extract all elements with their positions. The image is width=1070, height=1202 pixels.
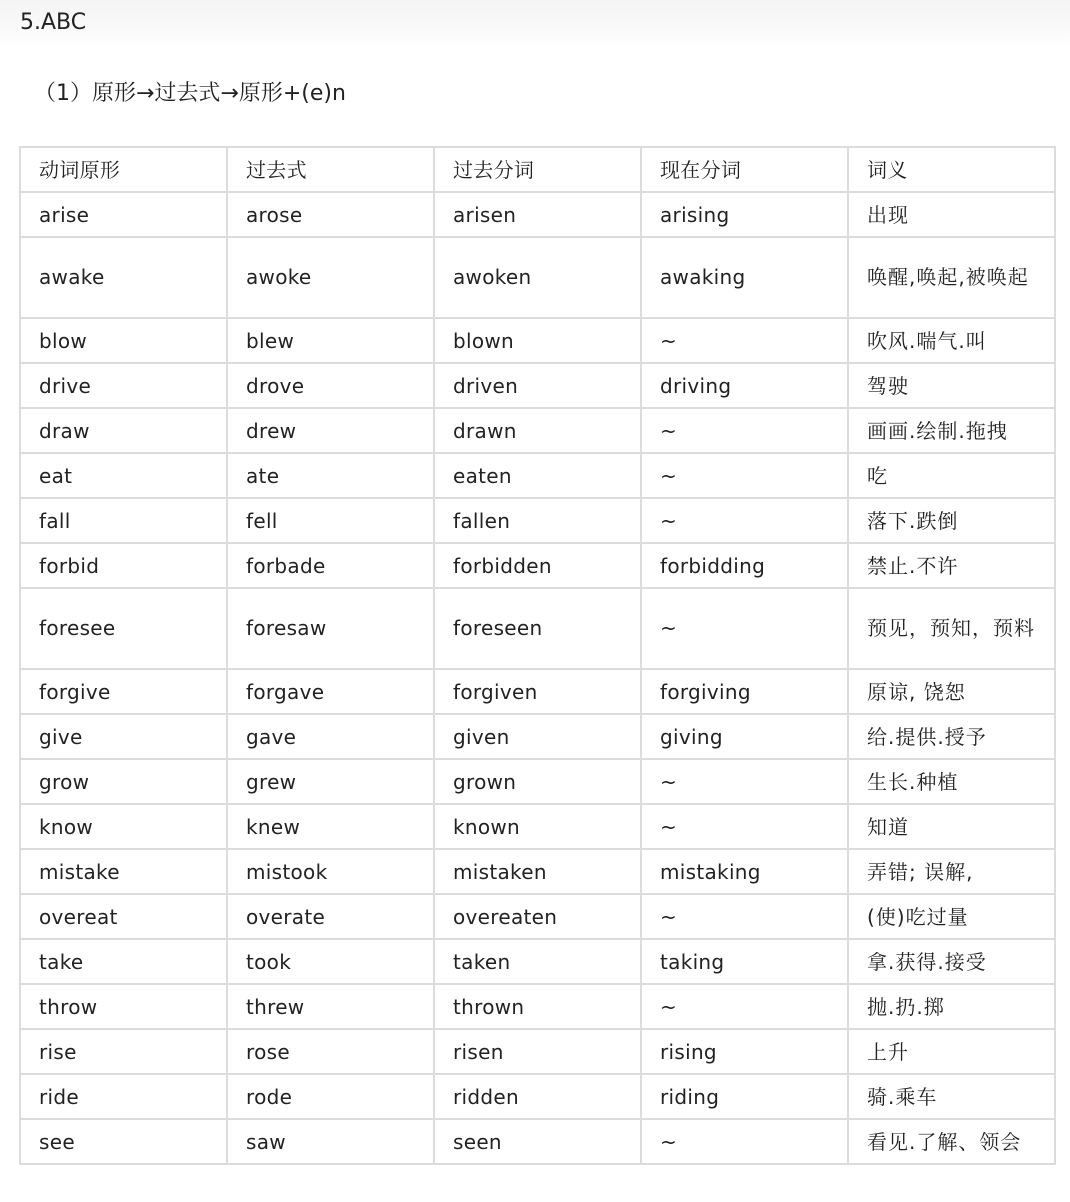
base-form-cell: foresee [20, 588, 227, 669]
past-tense-cell: overate [227, 894, 434, 939]
present-participle-cell: taking [641, 939, 848, 984]
header-meaning: 词义 [848, 147, 1055, 192]
table-row [20, 588, 1055, 669]
past-tense-cell: threw [227, 984, 434, 1029]
present-participle-cell: forbidding [641, 543, 848, 588]
base-form-cell: take [20, 939, 227, 984]
past-participle-cell: drawn [434, 408, 641, 453]
present-participle-cell: riding [641, 1074, 848, 1119]
past-tense-cell: forbade [227, 543, 434, 588]
past-participle-cell: awoken [434, 237, 641, 318]
past-participle-cell: mistaken [434, 849, 641, 894]
table-row [20, 759, 1055, 804]
base-form-cell: blow [20, 318, 227, 363]
present-participle-cell: ~ [641, 1119, 848, 1164]
past-tense-cell: forgave [227, 669, 434, 714]
past-tense-cell: blew [227, 318, 434, 363]
past-participle-cell: foreseen [434, 588, 641, 669]
table-row [20, 849, 1055, 894]
verb-table [19, 146, 1056, 1165]
present-participle-cell: ~ [641, 894, 848, 939]
table-row [20, 1029, 1055, 1074]
meaning-cell: 拿.获得.接受 [848, 939, 1055, 984]
past-participle-cell: thrown [434, 984, 641, 1029]
past-tense-cell: took [227, 939, 434, 984]
past-tense-cell: fell [227, 498, 434, 543]
past-participle-cell: given [434, 714, 641, 759]
meaning-cell: 驾驶 [848, 363, 1055, 408]
header-past-tense: 过去式 [227, 147, 434, 192]
meaning-cell: 吃 [848, 453, 1055, 498]
base-form-cell: eat [20, 453, 227, 498]
header-past-participle: 过去分词 [434, 147, 641, 192]
present-participle-cell: ~ [641, 588, 848, 669]
meaning-cell: 知道 [848, 804, 1055, 849]
table-row [20, 939, 1055, 984]
past-participle-cell: overeaten [434, 894, 641, 939]
past-participle-cell: forbidden [434, 543, 641, 588]
base-form-cell: overeat [20, 894, 227, 939]
present-participle-cell: ~ [641, 759, 848, 804]
meaning-cell: 给.提供.授予 [848, 714, 1055, 759]
past-tense-cell: drove [227, 363, 434, 408]
past-participle-cell: driven [434, 363, 641, 408]
past-participle-cell: blown [434, 318, 641, 363]
present-participle-cell: ~ [641, 498, 848, 543]
table-row [20, 714, 1055, 759]
meaning-cell: 上升 [848, 1029, 1055, 1074]
present-participle-cell: ~ [641, 984, 848, 1029]
table-row [20, 363, 1055, 408]
table-row [20, 408, 1055, 453]
past-tense-cell: ate [227, 453, 434, 498]
table-row [20, 894, 1055, 939]
section-title: 5.ABC [20, 10, 87, 35]
meaning-cell: 弄错; 误解, [848, 849, 1055, 894]
table-row [20, 669, 1055, 714]
present-participle-cell: giving [641, 714, 848, 759]
past-participle-cell: forgiven [434, 669, 641, 714]
table-row [20, 318, 1055, 363]
base-form-cell: grow [20, 759, 227, 804]
base-form-cell: throw [20, 984, 227, 1029]
meaning-cell: 落下.跌倒 [848, 498, 1055, 543]
table-row [20, 804, 1055, 849]
past-tense-cell: saw [227, 1119, 434, 1164]
header-base-form: 动词原形 [20, 147, 227, 192]
past-participle-cell: eaten [434, 453, 641, 498]
meaning-cell: 看见.了解、领会 [848, 1119, 1055, 1164]
base-form-cell: draw [20, 408, 227, 453]
past-tense-cell: rose [227, 1029, 434, 1074]
base-form-cell: drive [20, 363, 227, 408]
present-participle-cell: arising [641, 192, 848, 237]
meaning-cell: 画画.绘制.拖拽 [848, 408, 1055, 453]
present-participle-cell: driving [641, 363, 848, 408]
base-form-cell: forgive [20, 669, 227, 714]
table-row [20, 237, 1055, 318]
present-participle-cell: ~ [641, 318, 848, 363]
base-form-cell: arise [20, 192, 227, 237]
present-participle-cell: mistaking [641, 849, 848, 894]
past-tense-cell: drew [227, 408, 434, 453]
table-row [20, 498, 1055, 543]
meaning-cell: 出现 [848, 192, 1055, 237]
table-row [20, 1119, 1055, 1164]
base-form-cell: forbid [20, 543, 227, 588]
meaning-cell: (使)吃过量 [848, 894, 1055, 939]
meaning-cell: 预见，预知，预料 [848, 588, 1055, 669]
table-header-row [20, 147, 1055, 192]
base-form-cell: rise [20, 1029, 227, 1074]
past-participle-cell: arisen [434, 192, 641, 237]
meaning-cell: 生长.种植 [848, 759, 1055, 804]
verb-table-body [20, 192, 1055, 1164]
past-tense-cell: arose [227, 192, 434, 237]
base-form-cell: know [20, 804, 227, 849]
table-row [20, 453, 1055, 498]
meaning-cell: 骑.乘车 [848, 1074, 1055, 1119]
table-row [20, 984, 1055, 1029]
past-participle-cell: ridden [434, 1074, 641, 1119]
meaning-cell: 禁止.不许 [848, 543, 1055, 588]
base-form-cell: fall [20, 498, 227, 543]
meaning-cell: 抛.扔.掷 [848, 984, 1055, 1029]
header-present-participle: 现在分词 [641, 147, 848, 192]
meaning-cell: 吹风.喘气.叫 [848, 318, 1055, 363]
past-tense-cell: grew [227, 759, 434, 804]
present-participle-cell: forgiving [641, 669, 848, 714]
past-participle-cell: known [434, 804, 641, 849]
base-form-cell: see [20, 1119, 227, 1164]
base-form-cell: mistake [20, 849, 227, 894]
meaning-cell: 原谅, 饶恕 [848, 669, 1055, 714]
sub-heading: （1）原形→过去式→原形+(e)n [34, 81, 346, 106]
table-row [20, 543, 1055, 588]
past-tense-cell: gave [227, 714, 434, 759]
present-participle-cell: ~ [641, 453, 848, 498]
past-tense-cell: rode [227, 1074, 434, 1119]
past-participle-cell: risen [434, 1029, 641, 1074]
past-tense-cell: foresaw [227, 588, 434, 669]
past-participle-cell: seen [434, 1119, 641, 1164]
meaning-cell: 唤醒,唤起,被唤起 [848, 237, 1055, 318]
past-tense-cell: awoke [227, 237, 434, 318]
present-participle-cell: ~ [641, 408, 848, 453]
present-participle-cell: awaking [641, 237, 848, 318]
table-row [20, 1074, 1055, 1119]
base-form-cell: give [20, 714, 227, 759]
table-row [20, 192, 1055, 237]
top-bar [0, 0, 1070, 48]
past-participle-cell: grown [434, 759, 641, 804]
past-tense-cell: mistook [227, 849, 434, 894]
past-participle-cell: taken [434, 939, 641, 984]
past-tense-cell: knew [227, 804, 434, 849]
base-form-cell: awake [20, 237, 227, 318]
present-participle-cell: ~ [641, 804, 848, 849]
past-participle-cell: fallen [434, 498, 641, 543]
present-participle-cell: rising [641, 1029, 848, 1074]
base-form-cell: ride [20, 1074, 227, 1119]
